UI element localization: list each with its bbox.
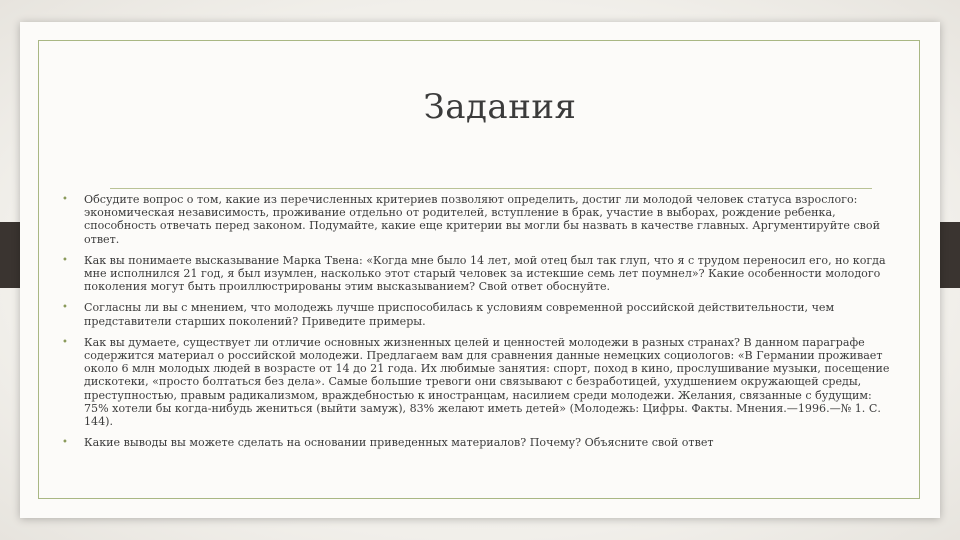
title-divider bbox=[110, 188, 872, 189]
task-item bbox=[62, 436, 892, 449]
slide-card bbox=[20, 22, 940, 518]
task-text: Как вы думаете, существует ли отличие основных жизненных целей и ценностей молодежи в разных странах? В данном параграфе содержится материал о российской молодежи. Предлагаем вам для сравнения данные немецких социологов: «В Германии проживает около 6 млн молодых людей в возрасте от 14 до 21 года. Их любимые занятия: спорт, поход в кино, прослушивание музыки, посещение дискотеки, «просто болтаться без дела». Самые большие тревоги они связывают с безработицей, ухудшением окружающей среды, преступностью, правым радикализмом, враждебностью к иностранцам, насилием среди молодежи. Желания, связанные с будущим: 75% хотели бы когда-нибудь жениться (выйти замуж), 83% желают иметь детей» (Молодежь: Цифры. Факты. Мнения.—1996.—№ 1. С. 144). bbox=[84, 335, 890, 429]
task-item bbox=[62, 301, 892, 327]
bullet-icon: • bbox=[62, 437, 68, 449]
bullet-icon: • bbox=[62, 194, 68, 205]
bullet-icon: • bbox=[62, 302, 68, 314]
task-list bbox=[62, 193, 892, 457]
task-item bbox=[62, 193, 892, 246]
task-text: Согласны ли вы с мнением, что молодежь лучше приспособилась к условиям современной российской действительности, чем представители старших поколений? Приведите примеры. bbox=[84, 301, 835, 328]
task-item bbox=[62, 254, 892, 294]
task-text: Как вы понимаете высказывание Марка Твена: «Когда мне было 14 лет, мой отец был так глуп, что я с трудом переносил его, но когда мне исполнился 21 год, я был изумлен, насколько этот старый человек за истекшие семь лет поумнел»? Какие особенности молодого поколения могут быть проиллюстрированы этим высказыванием? Свой ответ обоснуйте. bbox=[84, 253, 886, 294]
slide-title: Задания bbox=[423, 87, 577, 127]
bullet-icon: • bbox=[62, 254, 68, 266]
task-text: Обсудите вопрос о том, какие из перечисленных критериев позволяют определить, достиг ли молодой человек статуса взрослого: экономическая независимость, проживание отдельно от родителей, вступление в брак, участие в выборах, рождение ребенка, способность отвечать перед законом. Подумайте, какие еще критерии вы могли бы назвать в качестве главных. Аргументируйте свой ответ. bbox=[84, 193, 880, 246]
bullet-icon: • bbox=[62, 336, 68, 348]
task-item bbox=[62, 336, 892, 428]
task-text: Какие выводы вы можете сделать на основании приведенных материалов? Почему? Объясните свой ответ bbox=[84, 436, 714, 450]
